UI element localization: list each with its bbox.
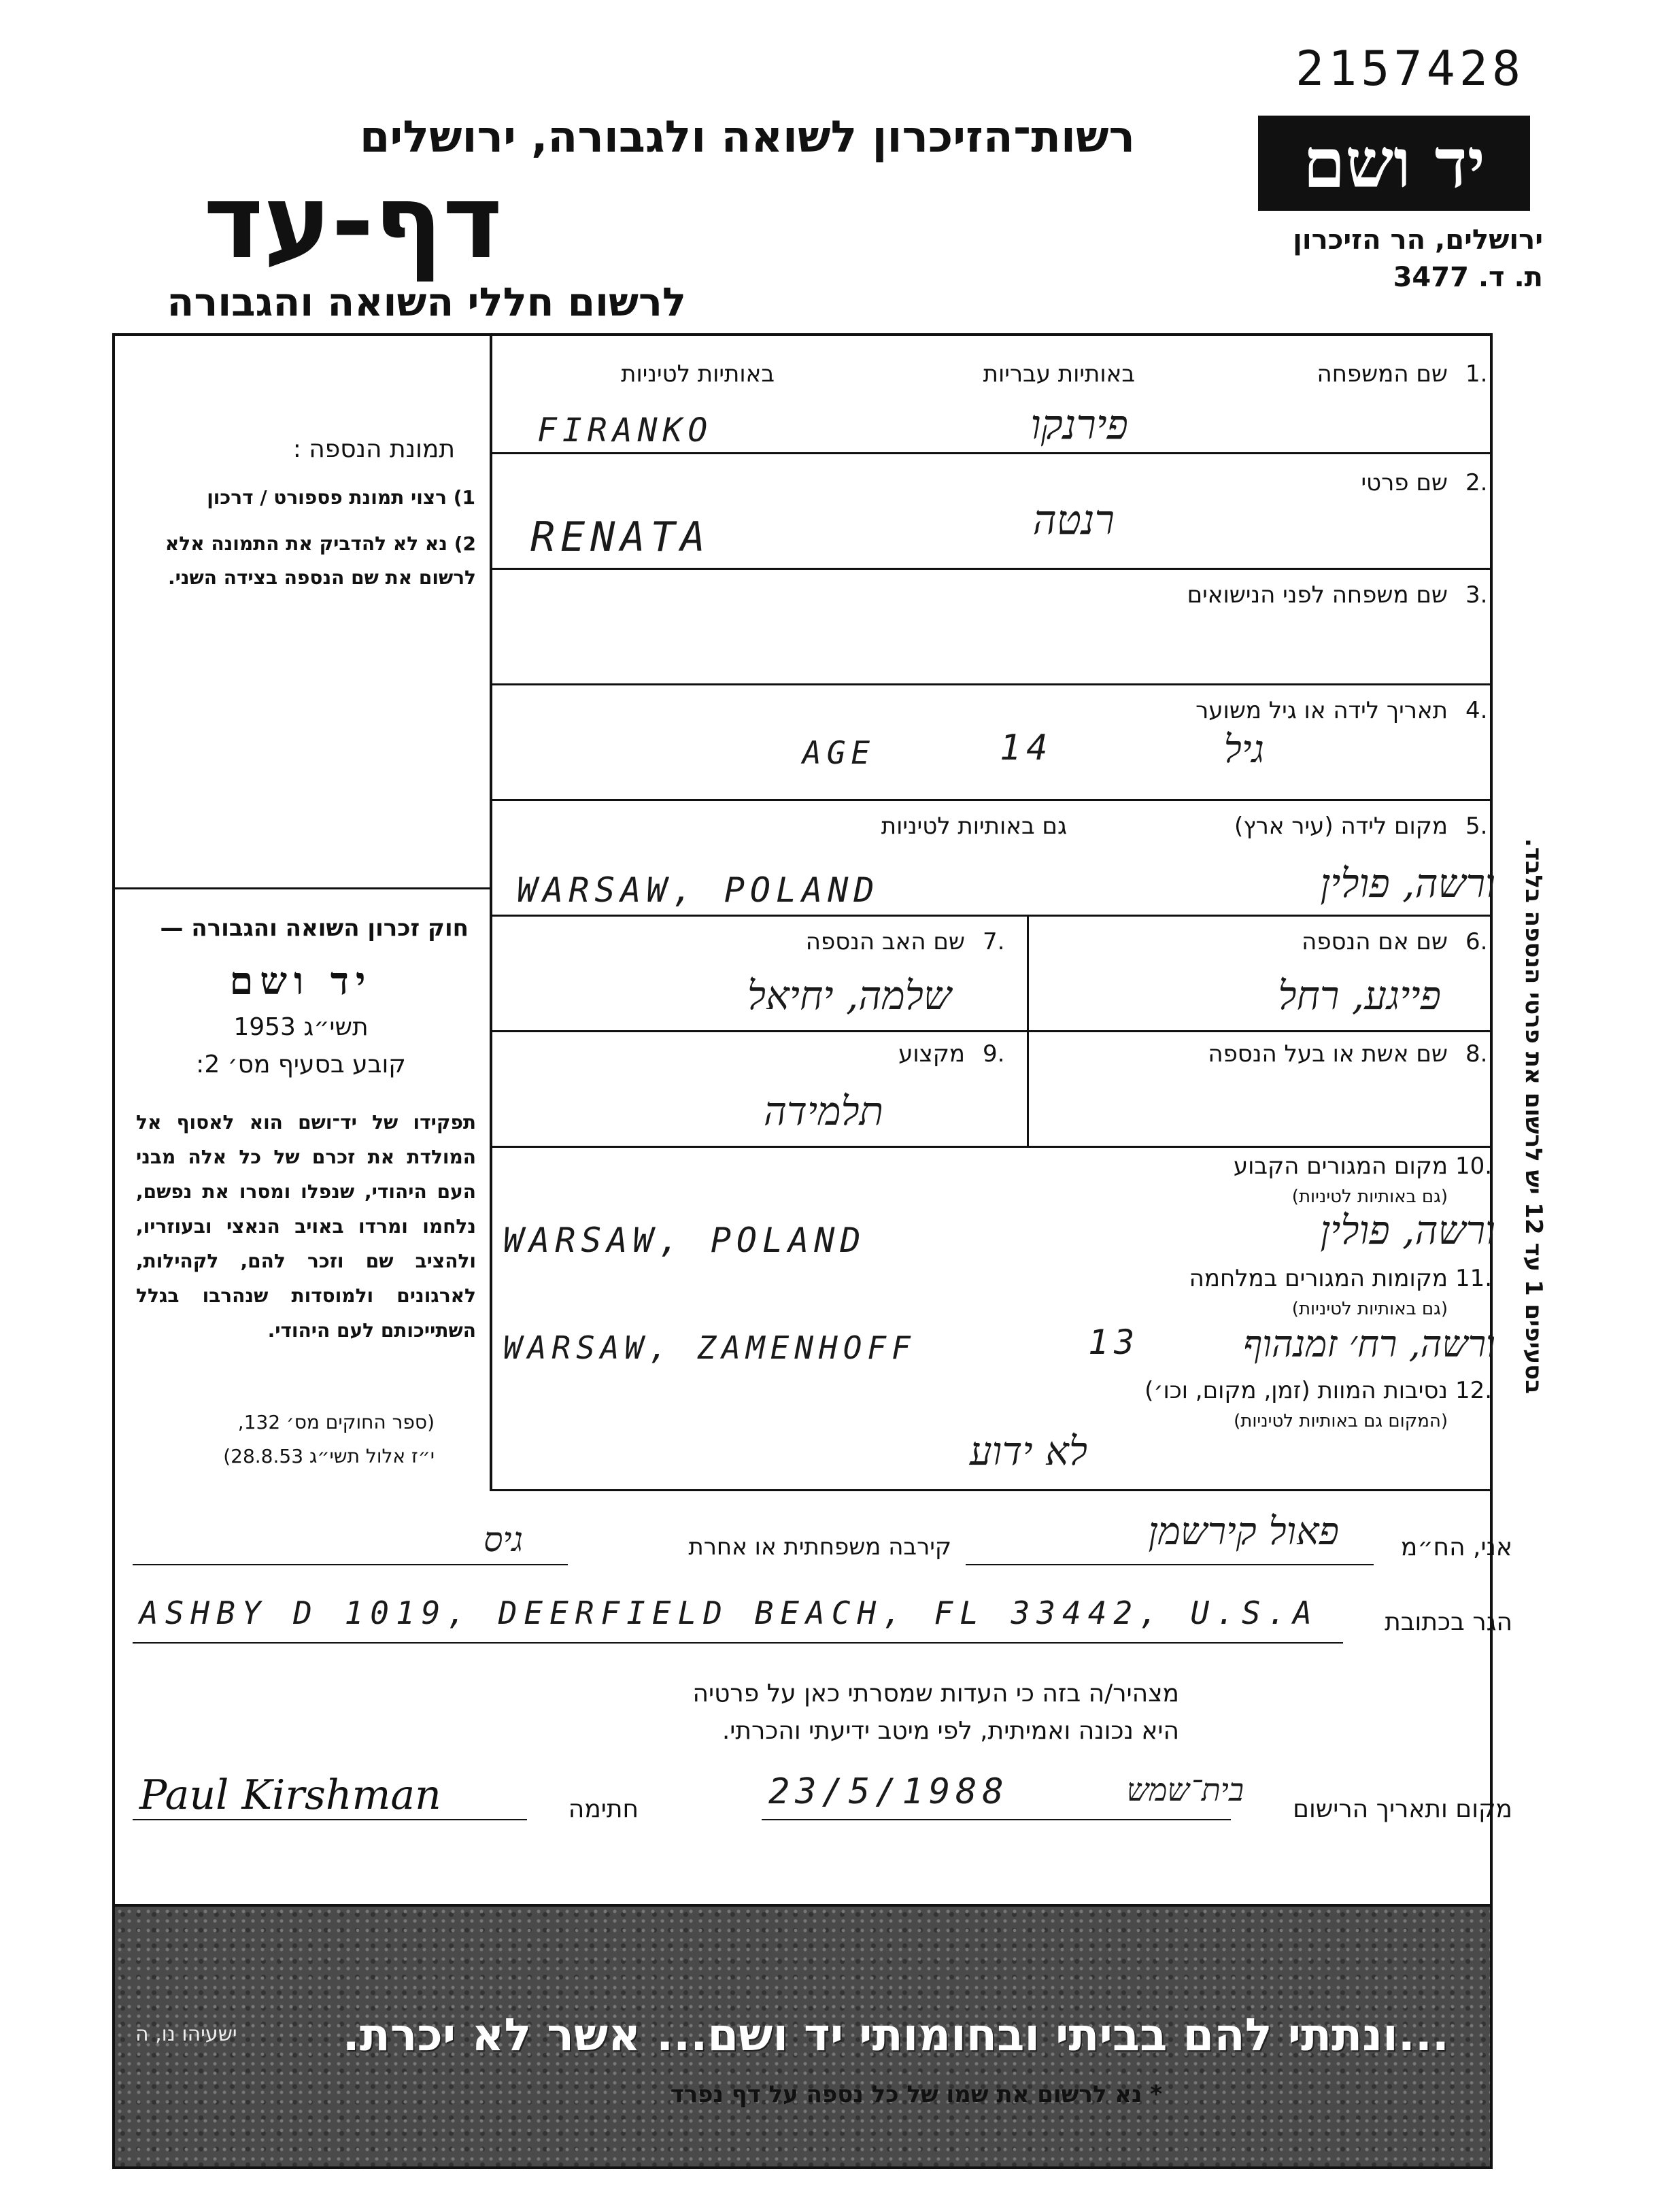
declarant-line	[966, 1564, 1374, 1565]
field-2-number: 2.	[1465, 469, 1488, 496]
address-line-1: ירושלים, הר הזיכרון	[1293, 224, 1543, 256]
field-1-latin-value: FIRANKO	[537, 411, 713, 449]
field-4-age-value: 14	[1000, 728, 1053, 768]
place-date-line	[762, 1819, 1231, 1820]
photo-box-bottom	[112, 887, 490, 889]
yad-vashem-logo	[1258, 116, 1530, 211]
field-10-number: 10.	[1455, 1153, 1493, 1180]
law-box-source: (ספר החוקים מס׳ 132,	[237, 1411, 435, 1433]
logo-text: יד ושם	[1303, 123, 1485, 203]
photo-box-item-2: 2) נא לא להדביק את התמונה אלא לרשום את שם הנספה בצידה השני.	[165, 532, 476, 589]
field-10-note: (גם באותיות לטיניות)	[1291, 1187, 1448, 1207]
signature-line	[133, 1819, 527, 1820]
field-11-number: 11.	[1455, 1265, 1493, 1292]
declarant-value: פאול קירשמן	[1148, 1510, 1339, 1554]
sep-5	[490, 915, 1493, 917]
authority-title: רשות־הזיכרון לשואה ולגבורה, ירושלים	[359, 112, 1135, 163]
field-12-number: 12.	[1455, 1377, 1493, 1404]
field-4-hebrew-value: גיל	[1223, 728, 1264, 772]
footer-note: * נא לרשום את שמו של כל נספה על דף נפרד	[670, 2081, 1162, 2108]
field-6-label: שם אם הנספה	[1302, 928, 1448, 955]
field-10-label: מקום המגורים הקבוע	[1233, 1153, 1448, 1180]
signature-value: Paul Kirshman	[139, 1771, 441, 1819]
address-line-2: ת. ד. 3477	[1393, 262, 1543, 293]
address-value: ASHBY D 1019, DEERFIELD BEACH, FL 33442, U.S.A	[139, 1595, 1319, 1631]
law-box-name: יד ושם	[229, 959, 373, 1004]
field-12-label: נסיבות המוות (זמן, מקום, וכו׳)	[1144, 1377, 1448, 1404]
law-box-date: י״ז אלול תשי״ג 28.8.53)	[223, 1445, 435, 1467]
field-4-number: 4.	[1465, 697, 1488, 724]
field-8-label: שם אשת או בעל הנספה	[1208, 1040, 1448, 1068]
sep-2	[490, 568, 1493, 570]
sep-4	[490, 799, 1493, 801]
field-12-note: (המקום גם באותיות לטיניות)	[1234, 1411, 1448, 1431]
field-11-house-number: 13	[1088, 1323, 1140, 1362]
banner-source: ישעיהו נו, ה	[135, 2022, 237, 2046]
field-5-latin-value: WARSAW, POLAND	[517, 870, 880, 910]
declarant-label: אני, הח״מ	[1400, 1533, 1512, 1561]
field-9-value: תלמידה	[763, 1088, 883, 1134]
photo-box-title: תמונת הנספה :	[292, 435, 455, 463]
place-date-label: מקום ותאריך הרישום	[1293, 1795, 1512, 1823]
form-title: דף-עד	[203, 163, 503, 282]
field-3-number: 3.	[1465, 581, 1488, 609]
field-9-label: מקצוע	[898, 1040, 965, 1068]
field-6-number: 6.	[1465, 928, 1488, 955]
field-11-label: מקומות המגורים במלחמה	[1189, 1265, 1448, 1292]
field-7-number: 7.	[983, 928, 1005, 955]
sep-8	[490, 1489, 1493, 1491]
field-5-note: גם באותיות לטיניות	[881, 813, 1067, 840]
statement-line-1: מצהיר/ה בזה כי העדות שמסרתי כאן על פרטיה	[692, 1680, 1179, 1707]
law-box-title: חוק זכרון השואה והגבורה —	[160, 915, 469, 942]
sep-6	[490, 1030, 1493, 1032]
signature-label: חתימה	[568, 1795, 639, 1823]
field-12-value: לא ידוע	[969, 1428, 1087, 1474]
field-1-latin-column: באותיות לטיניות	[621, 360, 775, 388]
field-7-value: שלמה, יחיאל	[747, 972, 951, 1019]
field-4-label: תאריך לידה או גיל משוער	[1195, 697, 1448, 724]
relation-label: קירבה משפחתית או אחרת	[688, 1533, 951, 1561]
field-6-value: פייגע, רחל	[1278, 972, 1441, 1019]
address-line	[133, 1642, 1343, 1644]
address-label: הגר בכתובת	[1385, 1608, 1512, 1636]
field-11-note: (גם באותיות לטיניות)	[1291, 1299, 1448, 1319]
document-number: 2157428	[1295, 41, 1525, 97]
law-box-year: תשי״ג 1953	[233, 1013, 369, 1041]
field-2-label: שם פרטי	[1361, 469, 1448, 496]
field-11-latin-value: WARSAW, ZAMENHOFF	[503, 1329, 916, 1366]
field-3-label: שם משפחה לפני הנישואים	[1187, 581, 1448, 609]
quote-banner	[112, 1904, 1493, 2169]
law-box-clause: קובע בסעיף מס׳ 2:	[196, 1051, 406, 1078]
field-10-latin-value: WARSAW, POLAND	[503, 1221, 866, 1260]
field-1-label: שם המשפחה	[1317, 360, 1448, 388]
sep-7	[490, 1146, 1493, 1148]
place-value: בית־שמש	[1126, 1771, 1244, 1808]
field-10-hebrew-value: ורשה, פולין	[1320, 1207, 1495, 1253]
field-11-hebrew-value: ורשה, רח׳ זמנהוף	[1243, 1323, 1495, 1365]
field-7-label: שם האב הנספה	[805, 928, 965, 955]
field-8-number: 8.	[1465, 1040, 1488, 1068]
relation-value: גיס	[483, 1520, 523, 1559]
field-2-latin-value: RENATA	[530, 513, 711, 561]
left-column-divider	[490, 333, 492, 1489]
date-value: 23/5/1988	[768, 1771, 1009, 1812]
field-9-number: 9.	[983, 1040, 1005, 1068]
banner-quote: ...ונתתי להם בביתי ובחומותי יד ושם... אשר לא יכרת.	[342, 2009, 1449, 2061]
relation-line	[133, 1564, 568, 1565]
sep-1	[490, 452, 1493, 454]
form-subtitle: לרשום חללי השואה והגבורה	[167, 279, 686, 325]
field-4-latin-value: AGE	[802, 734, 876, 771]
field-2-hebrew-value: רנטה	[1032, 496, 1115, 544]
sep-3	[490, 683, 1493, 685]
field-1-number: 1.	[1465, 360, 1488, 388]
field-5-hebrew-value: ורשה, פולין	[1320, 860, 1495, 906]
field-5-label: מקום לידה (עיר ארץ)	[1234, 813, 1448, 840]
split-6-7	[1027, 915, 1029, 1146]
law-box-text: תפקידו של יד־ושם הוא לאסוף אל המולדת את זכרם של כל אלה מבני העם היהודי, שנפלו ומסרו את נפשם, נלחמו ומרדו באויב הנאצי ובעוזריו, ולהציב שם וזכר להם, לקהילות, לארגונים ולמוסדות שנהרבו בגלל השתייכותם לעם היהודי.	[136, 1111, 476, 1342]
field-1-hebrew-value: פירנקו	[1030, 401, 1128, 449]
statement-line-2: היא נכונה ואמיתית, לפי מיטב ידיעתי והכרתי.	[722, 1717, 1179, 1745]
field-1-hebrew-column: באותיות עבריות	[983, 360, 1135, 388]
field-5-number: 5.	[1465, 813, 1488, 840]
side-note: בסעיפים 1 עד 12 יש לרשום את פרטי הנספה בלבד.	[1520, 838, 1547, 1394]
photo-box-item-1: 1) רצוי תמונת פספורט / דרכון	[207, 486, 475, 509]
